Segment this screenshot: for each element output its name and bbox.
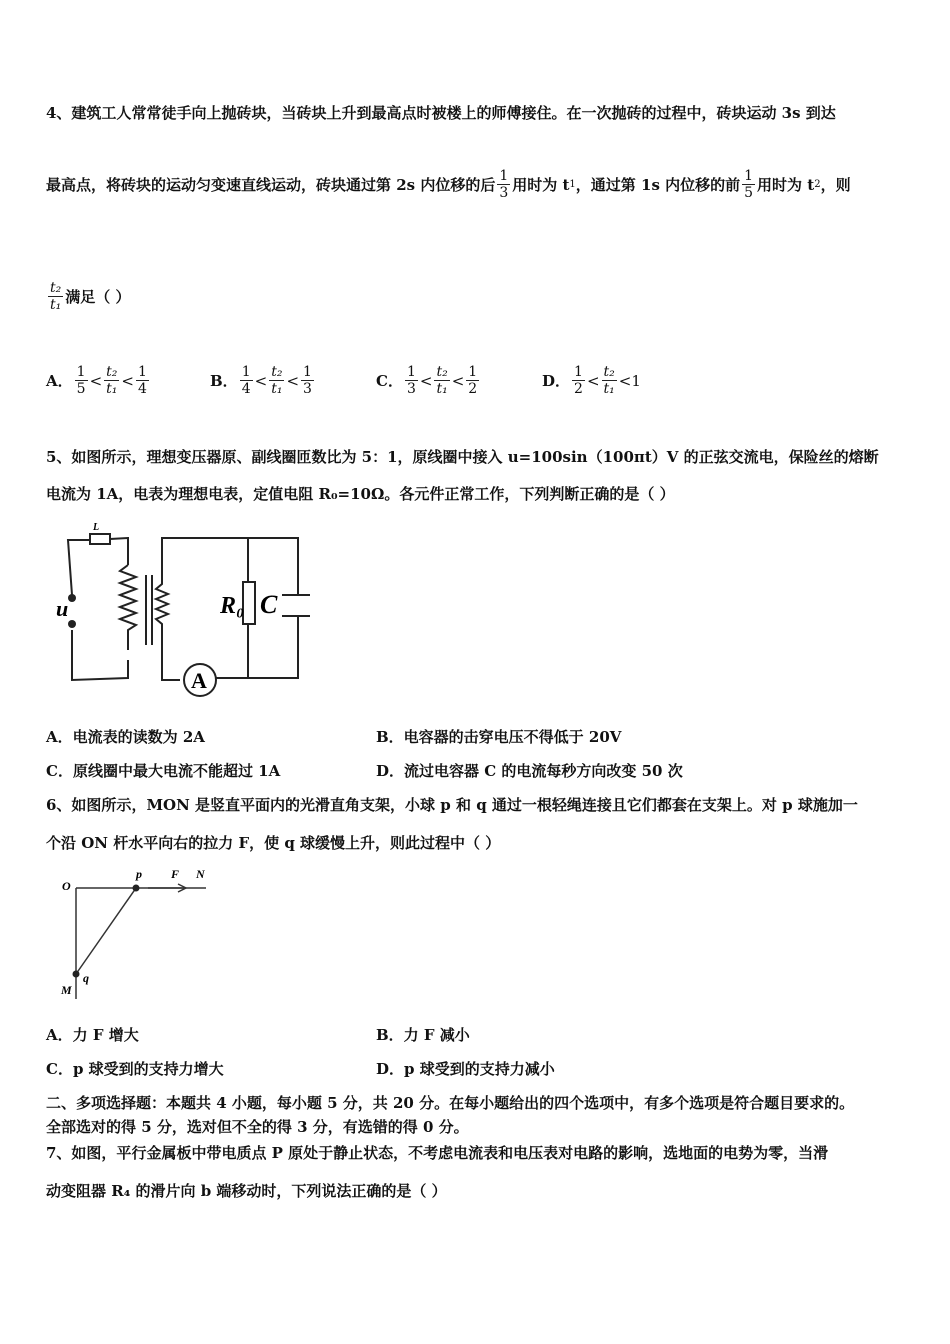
q4-line2-e: ，则 [820,176,851,194]
q6-line1: 6、如图所示，MON 是竖直平面内的光滑直角支架，小球 p 和 q 通过一根轻绳连接且它们都套在支架上。对 p 球施加一 [46,796,858,814]
point-n-label: N [196,867,205,881]
section2-line1: 二、多项选择题：本题共 4 小题，每小题 5 分，共 20 分。在每小题给出的四个选项中，有多个选项是符合题目要求的。 [46,1094,855,1112]
resistor-label: R₀ [220,593,245,619]
q4-option-c-ratio: $\frac{\text{t₂}}{\text{t₁}}$ [436,364,448,397]
capacitor-label: C [260,590,278,619]
q4-option-d-ratio: $\frac{\text{t₂}}{\text{t₁}}$ [603,364,615,397]
q4-option-c[interactable]: C． $\frac{1}{3}$ < $\frac{\text{t₂}}{\text{t₁}}$ < $\frac{1}{2}$ [376,364,478,397]
q5-option-b[interactable]: B．电容器的击穿电压不得低于 20V [376,728,622,746]
q4-line1: 4、建筑工人常常徒手向上抛砖块，当砖块上升到最高点时被楼上的师傅接住。在一次抛砖的过程中，砖块运动 3s 到达 [46,104,836,122]
ammeter-label: A [191,668,207,693]
q4-option-b-ratio: $\frac{\text{t₂}}{\text{t₁}}$ [271,364,283,397]
q4-line2: 最高点，将砖块的运动匀变速直线运动，砖块通过第 2s 内位移的后 $\frac{1}{3}$ 用时为 t 1 ，通过第 1s 内位移的前 $\frac{1}{5}$ 用时为 t 2 ，则 [46,168,851,201]
resistor-icon [243,582,255,624]
q4-option-a[interactable]: A． $\frac{1}{5}$ < $\frac{\text{t₂}}{\text{t₁}}$ < $\frac{1}{4}$ [46,364,147,397]
q6-frame-figure [56,864,216,1004]
q4-line2-d: 用时为 t [757,176,815,194]
q4-ratio-line [46,280,130,313]
q4-line2-c: ，通过第 1s 内位移的前 [575,176,741,194]
q7-line1: 7、如图，平行金属板中带电质点 P 原处于静止状态，不考虑电流表和电压表对电路的影响，选地面的电势为零，当滑 [46,1144,829,1162]
q4-option-a-ratio: $\frac{\text{t₂}}{\text{t₁}}$ [106,364,118,397]
q7-line2: 动变阻器 R₄ 的滑片向 b 端移动时，下列说法正确的是（ ） [46,1182,447,1200]
point-q-label: q [83,971,89,985]
fuse-icon [90,534,110,544]
q4-frac-1-3: $\frac{1}{3}$ [499,168,509,201]
point-o-label: O [62,879,71,893]
source-label: u [56,596,69,621]
q5-option-a[interactable]: A．电流表的读数为 2A [46,728,205,746]
point-m-label: M [61,983,72,997]
q5-line2: 电流为 1A，电表为理想电表，定值电阻 R₀=10Ω。各元件正常工作，下列判断正确的是（ ） [46,485,675,503]
force-f-label: F [171,867,180,881]
q4-line2-b: 用时为 t [512,176,570,194]
q6-line2: 个沿 ON 杆水平向右的拉力 F，使 q 球缓慢上升，则此过程中（ ） [46,834,501,852]
q4-option-b[interactable]: B． $\frac{1}{4}$ < $\frac{\text{t₂}}{\text{t₁}}$ < $\frac{1}{3}$ [210,364,312,397]
q6-option-c[interactable]: C．p 球受到的支持力增大 [46,1060,224,1078]
q5-circuit-figure [50,520,310,700]
q4-line2-a: 最高点，将砖块的运动匀变速直线运动，砖块通过第 2s 内位移的后 [46,176,496,194]
q6-option-d[interactable]: D．p 球受到的支持力减小 [376,1060,555,1078]
q4-ratio: $\frac{\text{t₂}}{\text{t₁}}$ [50,280,62,313]
fuse-label: L [93,522,100,533]
q4-ratio-suffix: 满足（ ） [65,288,131,306]
q5-option-d[interactable]: D．流过电容器 C 的电流每秒方向改变 50 次 [376,762,683,780]
q5-line1: 5、如图所示，理想变压器原、副线圈匝数比为 5：1，原线圈中接入 u=100sin（100πt）V 的正弦交流电，保险丝的熔断 [46,448,879,466]
q4-frac-1-5: $\frac{1}{5}$ [744,168,754,201]
q5-option-c[interactable]: C．原线圈中最大电流不能超过 1A [46,762,281,780]
q4-option-d[interactable]: D． $\frac{1}{2}$ < $\frac{\text{t₂}}{\text{t₁}}$ < 1 [542,364,641,397]
q6-option-b[interactable]: B．力 F 减小 [376,1026,470,1044]
q6-option-a[interactable]: A．力 F 增大 [46,1026,139,1044]
point-p-label: p [136,867,142,881]
section2-line2: 全部选对的得 5 分，选对但不全的得 3 分，有选错的得 0 分。 [46,1118,469,1136]
